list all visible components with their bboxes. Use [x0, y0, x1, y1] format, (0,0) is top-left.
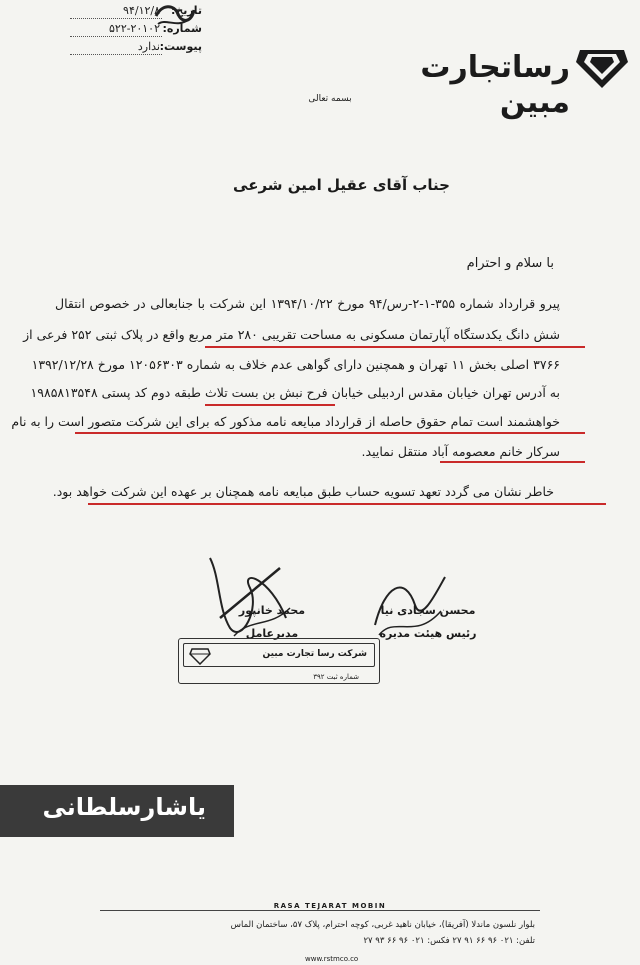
signer-left — [222, 604, 322, 640]
highlight-underline — [440, 461, 585, 463]
number-label: شماره: — [162, 22, 202, 35]
number-value: ۵۲۲-۲۰۱۰۲ — [109, 22, 160, 35]
diamond-icon — [574, 46, 630, 90]
highlight-underline — [88, 503, 606, 505]
attachment-label: پیوست: — [159, 40, 202, 53]
attachment-row — [62, 38, 202, 56]
body-line: خواهشمند است تمام حقوق حاصله از قرارداد مبایعه نامه مذکور که برای این شرکت متصور است را به نام — [11, 414, 560, 429]
highlight-underline — [205, 404, 335, 406]
highlight-underline — [75, 432, 585, 434]
logo-text: رساتجارت مبین — [420, 50, 570, 120]
watermark-banner — [0, 785, 234, 837]
footer-address: بلوار نلسون ماندلا (آفریقا)، خیابان ناهید غربی، کوچه احترام، پلاک ۵۷، ساختمان الماس — [230, 920, 535, 930]
body-line: شش دانگ یکدستگاه آپارتمان مسکونی به مساحت تقریبی ۲۸۰ متر مربع واقع در پلاک ثبتی ۲۵۲ فرعی از — [23, 327, 560, 342]
company-stamp — [178, 638, 380, 684]
closing-note: خاطر نشان می گردد تعهد تسویه حساب طبق مبایعه نامه همچنان بر عهده این شرکت خواهد بود. — [52, 484, 554, 499]
body-line: به آدرس تهران خیابان مقدس اردبیلی خیابان فرح نبش بن بست تلاث طبقه دوم کد پستی ۱۹۸۵۸۱۳۵۴۸ — [30, 385, 560, 400]
date-value: ۹۴/۱۲/۸ — [123, 4, 160, 17]
letter-footer — [0, 900, 640, 965]
signer-left-title: مدیرعامل — [245, 627, 299, 640]
diamond-icon — [189, 647, 211, 665]
date-label: تاریخ: — [170, 4, 202, 17]
footer-phones: تلفن: ۰۲۱ ۹۶ ۶۶ ۹۱ ۲۷ فکس: ۰۲۱ ۹۶ ۶۶ ۹۳ ۲۷ — [363, 936, 535, 946]
footer-title: RASA TEJARAT MOBIN — [250, 902, 410, 910]
signer-right-name: محسن سجادی نیا — [380, 604, 476, 617]
stamp-sub: شماره ثبت ۳۹۲ — [313, 673, 359, 681]
body-line: ۳۷۶۶ اصلی بخش ۱۱ تهران و همچنین دارای گواهی عدم خلاف به شماره ۱۲۰۵۶۳۰۳ مورخ ۱۳۹۲/۱۲/۲۸ — [31, 357, 560, 372]
attachment-value: ندارد — [137, 40, 160, 53]
addressee: جناب آقای عقیل امین شرعی — [233, 176, 450, 194]
greeting: با سلام و احترام — [466, 256, 554, 271]
company-logo — [380, 42, 630, 120]
basmala: بسمه تعالی — [308, 94, 352, 104]
body-line: پیرو قرارداد شماره ۳۵۵-۱-۲-رس/۹۴ مورخ ۱۳۹۴/۱۰/۲۲ این شرکت با جنابعالی در خصوص انتقال — [55, 296, 560, 311]
highlight-underline — [205, 346, 585, 348]
signer-right-title: رئیس هیئت مدیره — [379, 627, 477, 640]
stamp-text: شرکت رسا تجارت مبین — [262, 649, 367, 659]
footer-url: www.rstmco.co — [305, 955, 359, 963]
scribble-mark — [152, 2, 196, 32]
signer-right — [372, 604, 484, 640]
signer-left-name: محمد خانپور — [238, 604, 306, 617]
body-line: سرکار خانم معصومه آباد منتقل نمایید. — [361, 444, 560, 459]
watermark-text: یاشارسلطانی — [42, 793, 206, 821]
footer-divider — [100, 910, 540, 911]
